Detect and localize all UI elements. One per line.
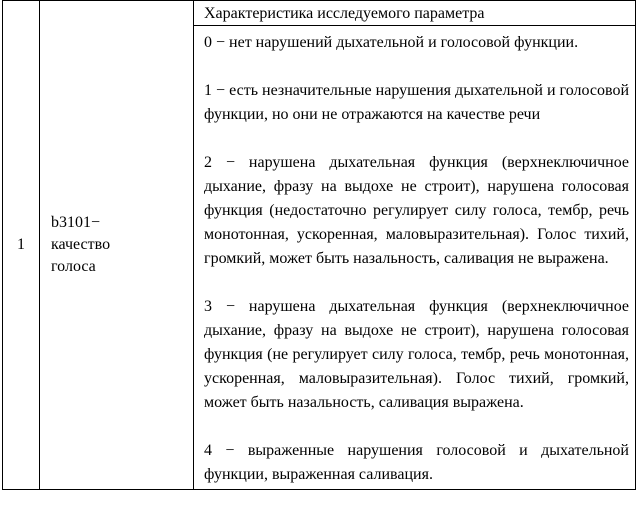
header-row <box>3 1 636 26</box>
level-1: 1 − есть незначительные нарушения дыхательной и голосовой функции, но они не отражаются на качестве речи <box>204 82 629 123</box>
header-cell <box>194 1 636 26</box>
header-text: Характеристика исследуемого параметра <box>204 5 485 22</box>
levels-cell <box>194 26 636 490</box>
code-line-3: голоса <box>51 258 96 275</box>
row-number: 1 <box>17 236 25 253</box>
code-line-2: качество <box>51 236 111 253</box>
code-line-1: b3101− <box>51 214 101 231</box>
parameter-table <box>2 0 636 490</box>
level-4: 4 − выраженные нарушения голосовой и дыхательной функции, выраженная саливация. <box>204 442 629 483</box>
row-number-cell <box>3 1 40 490</box>
level-2: 2 − нарушена дыхательная функция (верхнеключичное дыхание, фразу на выдохе не строит), нарушена голосовая функция (недостаточно регулирует силу голоса, тембр, речь монотонная, ускоренная, маловыразительная). Голос тихий, громкий, может быть назальность, саливация не выражена. <box>204 154 629 267</box>
level-3: 3 − нарушена дыхательная функция (верхнеключичное дыхание, фразу на выдохе не строит), нарушена голосовая функция (не регулирует силу голоса, тембр, речь монотонная, ускоренная, маловыразительная). Голос тихий, громкий, может быть назальность, саливация выражена. <box>204 298 629 411</box>
level-0: 0 − нет нарушений дыхательной и голосовой функции. <box>204 34 579 51</box>
code-cell <box>40 1 194 490</box>
